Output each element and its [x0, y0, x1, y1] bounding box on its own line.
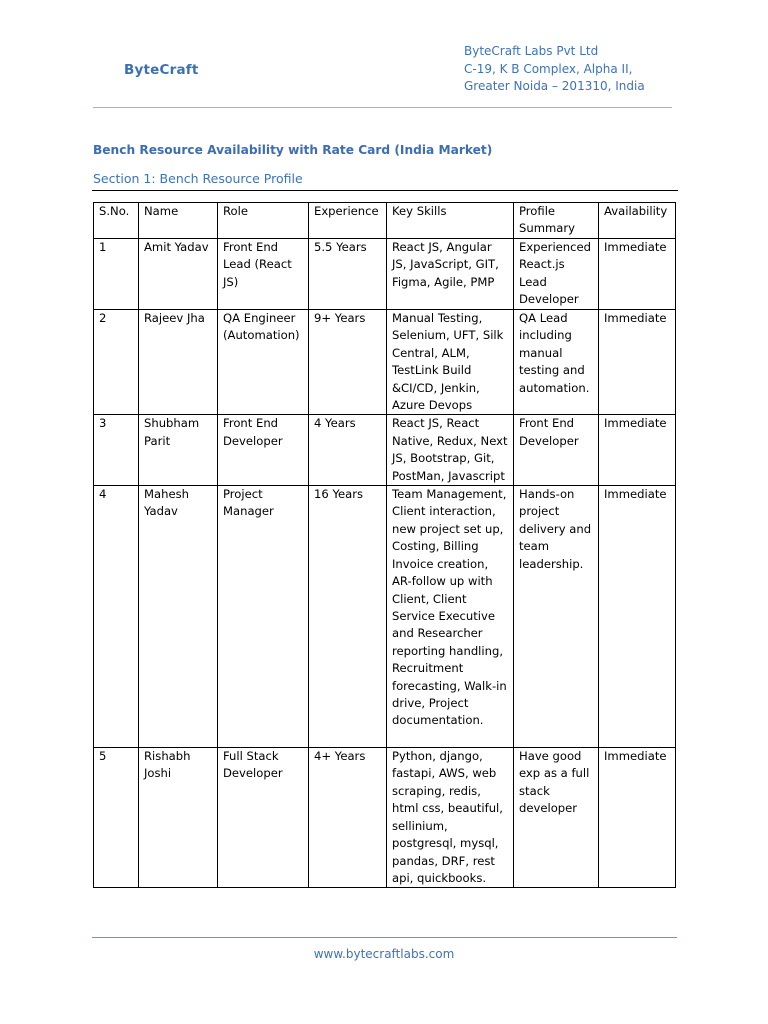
cell-profile-summary: Front End Developer [514, 415, 599, 486]
header-sno: S.No. [94, 203, 139, 239]
cell-key-skills: Team Management, Client interaction, new project set up, Costing, Billing Invoice creation, AR-follow up with Client, Client Service Executive and Researcher reporting handling, Recruitment forecasting, Walk-in drive, Project documentation. [387, 486, 514, 748]
cell-availability: Immediate [599, 310, 676, 415]
cell-sno: 2 [94, 310, 139, 415]
header-name: Name [139, 203, 218, 239]
cell-availability: Immediate [599, 748, 676, 888]
cell-key-skills: Python, django, fastapi, AWS, web scraping, redis, html css, beautiful, sellinium, postgresql, mysql, pandas, DRF, rest api, quickbooks. [387, 748, 514, 888]
cell-role: QA Engineer (Automation) [218, 310, 309, 415]
cell-key-skills: Manual Testing, Selenium, UFT, Silk Central, ALM, TestLink Build &CI/CD, Jenkin, Azure Devops [387, 310, 514, 415]
footer-website-link[interactable]: www.bytecraftlabs.com [313, 947, 455, 961]
cell-name: Amit Yadav [139, 239, 218, 310]
cell-availability: Immediate [599, 415, 676, 486]
cell-sno: 3 [94, 415, 139, 486]
cell-experience: 5.5 Years [309, 239, 387, 310]
cell-profile-summary: Hands-on project delivery and team leadership. [514, 486, 599, 748]
cell-key-skills: React JS, React Native, Redux, Next JS, Bootstrap, Git, PostMan, Javascript [387, 415, 514, 486]
cell-name: Rishabh Joshi [139, 748, 218, 888]
cell-name: Mahesh Yadav [139, 486, 218, 748]
table-row [94, 486, 676, 748]
table-row [94, 239, 676, 310]
cell-profile-summary: Have good exp as a full stack developer [514, 748, 599, 888]
header-availability: Availability [599, 203, 676, 239]
cell-profile-summary: QA Lead including manual testing and automation. [514, 310, 599, 415]
header-role: Role [218, 203, 309, 239]
cell-profile-summary: Experienced React.js Lead Developer [514, 239, 599, 310]
header-profile-summary: Profile Summary [514, 203, 599, 239]
cell-experience: 4+ Years [309, 748, 387, 888]
table-row [94, 415, 676, 486]
bench-resource-table [93, 202, 676, 888]
cell-key-skills: React JS, Angular JS, JavaScript, GIT, Figma, Agile, PMP [387, 239, 514, 310]
cell-role: Project Manager [218, 486, 309, 748]
company-address [464, 43, 645, 96]
cell-experience: 16 Years [309, 486, 387, 748]
cell-experience: 4 Years [309, 415, 387, 486]
company-logo: ByteCraft [124, 62, 199, 78]
cell-sno: 5 [94, 748, 139, 888]
header-key-skills: Key Skills [387, 203, 514, 239]
cell-role: Front End Developer [218, 415, 309, 486]
cell-availability: Immediate [599, 239, 676, 310]
cell-experience: 9+ Years [309, 310, 387, 415]
cell-role: Front End Lead (React JS) [218, 239, 309, 310]
address-line-street: C-19, K B Complex, Alpha II, [464, 61, 633, 76]
footer-divider [92, 937, 677, 938]
table-row [94, 748, 676, 888]
cell-role: Full Stack Developer [218, 748, 309, 888]
header-divider [93, 107, 672, 108]
table-header-row [94, 203, 676, 239]
cell-name: Rajeev Jha [139, 310, 218, 415]
address-line-city: Greater Noida – 201310, India [464, 79, 645, 93]
section-underline [92, 190, 678, 191]
header-experience: Experience [309, 203, 387, 239]
address-line-company: ByteCraft Labs Pvt Ltd [464, 44, 599, 58]
document-title: Bench Resource Availability with Rate Card (India Market) [93, 143, 493, 157]
cell-name: Shubham Parit [139, 415, 218, 486]
table-row [94, 310, 676, 415]
section-title: Section 1: Bench Resource Profile [93, 171, 303, 186]
cell-availability: Immediate [599, 486, 676, 748]
cell-sno: 1 [94, 239, 139, 310]
cell-sno: 4 [94, 486, 139, 748]
